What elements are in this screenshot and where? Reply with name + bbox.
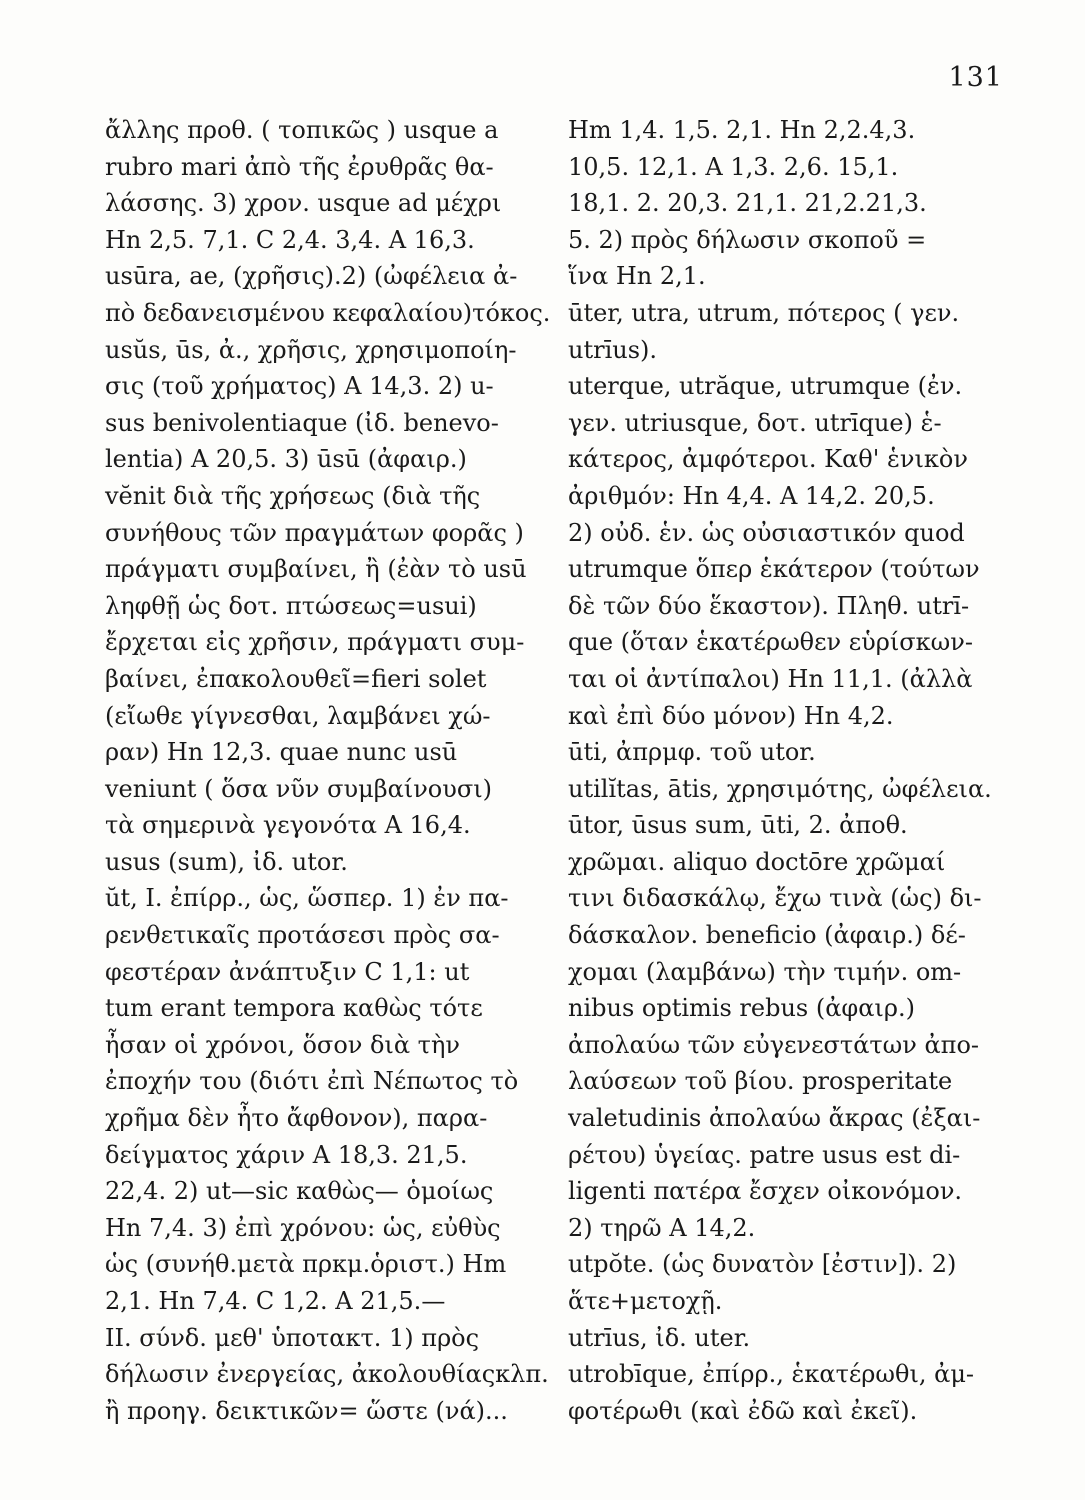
dictionary-line: βαίνει, ἐπακολουθεῖ=fieri solet [105,664,487,693]
dictionary-line: τινι διδασκάλῳ, ἔχω τινὰ (ὡς) δι- [568,884,982,913]
dictionary-line: δάσκαλον. beneficio (ἀφαιρ.) δέ- [568,921,966,950]
dictionary-line: usus (sum), ἰδ. utor. [105,847,348,876]
dictionary-line: utrobīque, ἐπίρρ., ἑκατέρωθι, ἀμ- [568,1360,975,1389]
dictionary-line: ūtor, ūsus sum, ūti, 2. ἀποθ. [568,811,908,840]
dictionary-line: vĕnit διὰ τῆς χρήσεως (διὰ τῆς [105,481,481,510]
dictionary-line: ŭt, I. ἐπίρρ., ὡς, ὥσπερ. 1) ἐν πα- [105,884,509,913]
dictionary-line: Hn 7,4. 3) ἐπὶ χρόνου: ὡς, εὐθὺς [105,1213,501,1242]
dictionary-line: veniunt ( ὅσα νῦν συμβαίνουσι) [105,774,492,803]
dictionary-line: rubro mari ἀπὸ τῆς ἐρυθρᾶς θα- [105,152,494,181]
dictionary-line: σις (τοῦ χρήματος) A 14,3. 2) u- [105,372,494,401]
dictionary-line: καὶ ἐπὶ δύο μόνον) Hn 4,2. [568,701,894,730]
dictionary-line: λαύσεων τοῦ βίου. prosperitate [568,1067,953,1096]
dictionary-line: ἐποχήν του (διότι ἐπὶ Νέπωτος τὸ [105,1067,519,1096]
right-column [568,112,1008,1429]
dictionary-line: valetudinis ἀπολαύω ἄκρας (ἐξαι- [568,1104,981,1133]
dictionary-line: utrumque ὅπερ ἑκάτερον (τούτων [568,555,980,584]
dictionary-line: nibus optimis rebus (ἀφαιρ.) [568,994,915,1023]
dictionary-line: 10,5. 12,1. A 1,3. 2,6. 15,1. [568,152,899,181]
dictionary-line: uterque, utrăque, utrumque (ἐν. [568,372,963,401]
dictionary-line: ūter, utra, utrum, πότερος ( γεν. [568,298,960,327]
dictionary-line: 2) τηρῶ A 14,2. [568,1213,756,1242]
dictionary-line: φοτέρωθι (καὶ ἐδῶ καὶ ἐκεῖ). [568,1396,918,1425]
dictionary-line: δείγματος χάριν A 18,3. 21,5. [105,1140,468,1169]
page-number: 131 [948,62,1003,93]
dictionary-line: ἦσαν οἱ χρόνοι, ὅσον διὰ τὴν [105,1030,460,1059]
dictionary-line: πὸ δεδανεισμένου κεφαλαίου)τόκος. [105,298,551,327]
dictionary-line: ληφθῇ ὡς δοτ. πτώσεως=usui) [105,591,477,620]
dictionary-line: 2,1. Hn 7,4. C 1,2. A 21,5.— [105,1287,446,1315]
dictionary-line: ἀριθμόν: Hn 4,4. A 14,2. 20,5. [568,481,935,510]
dictionary-line: usūra, ae, (χρῆσις).2) (ὠφέλεια ἀ- [105,262,518,291]
dictionary-line: utilĭtas, ātis, χρησιμότης, ὠφέλεια. [568,774,992,803]
dictionary-line: ἄλλης προθ. ( τοπικῶς ) usque a [105,116,499,144]
dictionary-line: συνήθους τῶν πραγμάτων φορᾶς ) [105,518,524,547]
dictionary-line: usŭs, ūs, ἀ., χρῆσις, χρησιμοποίη- [105,335,517,364]
dictionary-line: ūti, ἀπρμφ. τοῦ utor. [568,738,816,767]
dictionary-line: ρέτου) ὑγείας. patre usus est di- [568,1140,961,1169]
dictionary-line: (εἴωθε γίγνεσθαι, λαμβάνει χώ- [105,701,491,730]
left-column [105,112,551,1429]
dictionary-line: 2) οὐδ. ἑν. ὡς οὐσιαστικόν quod [568,518,965,547]
dictionary-line: ἅτε+μετοχῇ. [568,1287,723,1315]
dictionary-line: γεν. utriusque, δοτ. utrīque) ἑ- [568,408,942,437]
dictionary-line: ραν) Hn 12,3. quae nunc usū [105,738,458,767]
dictionary-line: II. σύνδ. μεθ' ὑποτακτ. 1) πρὸς [105,1323,480,1352]
dictionary-line: utrīus). [568,335,658,364]
dictionary-line: χρῶμαι. aliquo doctōre χρῶμαί [568,847,946,876]
dictionary-line: 5. 2) πρὸς δήλωσιν σκοποῦ = [568,225,927,254]
dictionary-line: utpŏte. (ὡς δυνατὸν [ἐστιν]). 2) [568,1250,957,1279]
dictionary-line: que (ὅταν ἑκατέρωθεν εὑρίσκων- [568,628,973,657]
dictionary-line: φεστέραν ἀνάπτυξιν C 1,1: ut [105,957,470,986]
dictionary-line: ἀπολαύω τῶν εὐγενεστάτων ἀπο- [568,1030,979,1059]
dictionary-line: ται οἱ ἀντίπαλοι) Hn 11,1. (ἀλλὰ [568,664,973,693]
dictionary-line: utrīus, ἰδ. uter. [568,1323,751,1352]
dictionary-line: 18,1. 2. 20,3. 21,1. 21,2.21,3. [568,189,927,218]
dictionary-line: πράγματι συμβαίνει, ἢ (ἐὰν τὸ usū [105,555,527,584]
dictionary-line: δὲ τῶν δύο ἕκαστον). Πληθ. utrī- [568,591,970,620]
dictionary-line: ligenti πατέρα ἔσχεν οἰκονόμον. [568,1177,963,1206]
dictionary-line: τὰ σημερινὰ γεγονότα A 16,4. [105,811,471,840]
dictionary-line: χομαι (λαμβάνω) τὴν τιμήν. om- [568,957,962,986]
dictionary-line: tum erant tempora καθὼς τότε [105,994,483,1023]
dictionary-line: ἢ προηγ. δεικτικῶν= ὥστε (νά)... [105,1396,508,1425]
dictionary-line: λάσσης. 3) χρον. usque ad μέχρι [105,189,502,218]
dictionary-line: lentia) A 20,5. 3) ūsū (ἀφαιρ.) [105,445,467,474]
dictionary-line: δήλωσιν ἐνεργείας, ἀκολουθίαςκλπ. [105,1360,549,1389]
dictionary-line: ρενθετικαῖς προτάσεσι πρὸς σα- [105,921,500,950]
dictionary-line: χρῆμα δὲν ἦτο ἄφθονον), παρα- [105,1104,488,1133]
dictionary-line: 22,4. 2) ut—sic καθὼς— ὁμοίως [105,1177,494,1206]
dictionary-line: ἔρχεται εἰς χρῆσιν, πράγματι συμ- [105,628,525,657]
dictionary-line: Hm 1,4. 1,5. 2,1. Hn 2,2.4,3. [568,116,916,144]
dictionary-line: ὡς (συνήθ.μετὰ πρκμ.ὁριστ.) Hm [105,1250,507,1279]
dictionary-line: sus benivolentiaque (ἰδ. benevo- [105,408,499,437]
dictionary-line: Hn 2,5. 7,1. C 2,4. 3,4. A 16,3. [105,225,475,254]
dictionary-line: ἵνα Hn 2,1. [568,262,706,291]
dictionary-line: κάτερος, ἀμφότεροι. Καθ' ἑνικὸν [568,445,968,474]
